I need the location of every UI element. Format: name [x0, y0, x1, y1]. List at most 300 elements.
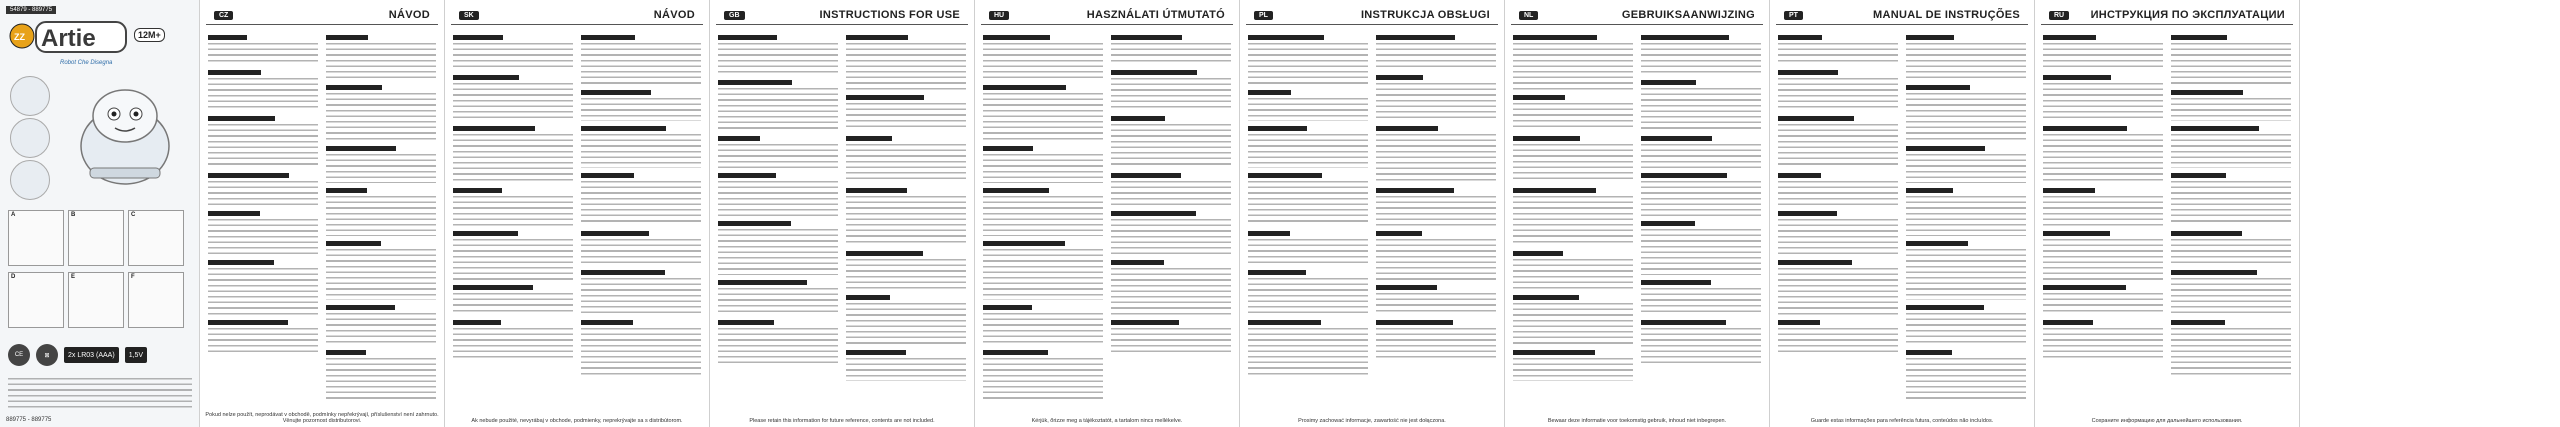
paragraph-text	[2171, 134, 2291, 168]
language-code-badge: NL	[1519, 11, 1538, 20]
section-heading-bar	[1906, 188, 1953, 193]
figure-d: D	[8, 272, 64, 328]
paragraph-text	[1376, 196, 1496, 226]
section-heading-bar	[2171, 90, 2243, 95]
section-heading-bar	[1778, 260, 1852, 265]
section-heading-bar	[1906, 241, 1968, 246]
section-heading-bar	[326, 35, 368, 40]
paragraph-text	[1906, 196, 2026, 236]
manufacturer-address	[8, 378, 192, 408]
paragraph-text	[208, 181, 318, 206]
paragraph-text	[1376, 83, 1496, 121]
paragraph-text	[2043, 83, 2163, 121]
paragraph-text	[326, 93, 436, 141]
paragraph-text	[846, 43, 966, 90]
section-heading-bar	[1641, 136, 1712, 141]
section-heading-bar	[581, 126, 666, 131]
paragraph-text	[581, 134, 701, 168]
section-heading-bar	[1641, 35, 1729, 40]
page-title: NÁVOD	[388, 9, 430, 21]
section-heading-bar	[983, 305, 1032, 310]
page-ru	[2035, 0, 2300, 427]
section-heading-bar	[1513, 350, 1595, 355]
page-header	[1511, 6, 1763, 25]
text-columns	[1248, 30, 1496, 411]
section-heading-bar	[1376, 75, 1423, 80]
cover-panel	[0, 0, 200, 427]
paragraph-text	[1778, 43, 1898, 65]
figure-f: F	[128, 272, 184, 328]
section-heading-bar	[208, 173, 289, 178]
section-heading-bar	[208, 70, 261, 75]
paragraph-text	[1906, 313, 2026, 345]
section-heading-bar	[453, 320, 501, 325]
paragraph-text	[208, 124, 318, 168]
paragraph-text	[983, 313, 1103, 345]
paragraph-text	[326, 154, 436, 183]
paragraph-text	[1376, 43, 1496, 70]
section-heading-bar	[846, 95, 924, 100]
paragraph-text	[1778, 78, 1898, 111]
text-columns	[453, 30, 701, 411]
text-column	[1111, 30, 1231, 411]
text-columns	[208, 30, 436, 411]
section-heading-bar	[453, 188, 502, 193]
page-footer-note: Guarde estas informações para referência futura, conteúdos não incluídos.	[1810, 418, 1994, 424]
paragraph-text	[581, 328, 701, 376]
paragraph-text	[1778, 268, 1898, 315]
paragraph-text	[1513, 358, 1633, 381]
figure-c: C	[128, 210, 184, 266]
text-columns	[718, 30, 966, 411]
section-heading-bar	[453, 75, 519, 80]
text-column	[453, 30, 573, 411]
section-heading-bar	[1906, 35, 1954, 40]
page-footer-note: Ak nebude použité, nevyrábaj v obchode, podmienky, neprekrývajte sa s distribútorom.	[471, 418, 683, 424]
section-heading-bar	[983, 188, 1049, 193]
paragraph-text	[1778, 124, 1898, 168]
paragraph-text	[2043, 134, 2163, 183]
section-heading-bar	[2043, 231, 2110, 236]
paragraph-text	[453, 43, 573, 70]
text-column	[326, 30, 436, 411]
paragraph-text	[581, 181, 701, 226]
paragraph-text	[1513, 259, 1633, 290]
section-heading-bar	[1248, 90, 1291, 95]
detail-thumb-2	[10, 118, 50, 158]
paragraph-text	[983, 196, 1103, 236]
section-heading-bar	[2043, 75, 2111, 80]
paragraph-text	[1111, 268, 1231, 315]
paragraph-text	[326, 313, 436, 345]
section-heading-bar	[846, 295, 890, 300]
paragraph-text	[2043, 196, 2163, 226]
paragraph-text	[1641, 181, 1761, 216]
text-column	[1248, 30, 1368, 411]
page-footer-note: Pokud nelze použít, neprodávat v obchodě, podmínky nepřekrývají, příslušenství není zahrnuto. Věnujte pozornost distributorovi.	[205, 412, 439, 424]
product-illustrations	[8, 72, 192, 202]
section-heading-bar	[326, 146, 396, 151]
section-heading-bar	[581, 270, 665, 275]
paragraph-text	[1778, 328, 1898, 356]
section-heading-bar	[208, 260, 274, 265]
section-heading-bar	[1376, 320, 1453, 325]
page-footer-note: Please retain this information for future reference, contents are not included.	[749, 418, 935, 424]
text-column	[2043, 30, 2163, 411]
page-pt	[1770, 0, 2035, 427]
paragraph-text	[326, 358, 436, 401]
paragraph-text	[983, 358, 1103, 401]
section-heading-bar	[1513, 35, 1597, 40]
text-column	[1513, 30, 1633, 411]
paragraph-text	[2171, 98, 2291, 121]
language-code-badge: PT	[1784, 11, 1803, 20]
paragraph-text	[1513, 303, 1633, 345]
text-column	[581, 30, 701, 411]
paragraph-text	[1248, 43, 1368, 85]
section-heading-bar	[1376, 231, 1422, 236]
language-pages	[200, 0, 2300, 427]
section-heading-bar	[718, 320, 774, 325]
section-heading-bar	[1248, 270, 1306, 275]
paragraph-text	[1513, 103, 1633, 131]
paragraph-text	[983, 249, 1103, 300]
section-heading-bar	[2171, 320, 2225, 325]
text-columns	[2043, 30, 2291, 411]
page-footer-note: Prosimy zachować informacje, zawartość nie jest dołączona.	[1298, 418, 1446, 424]
paragraph-text	[1248, 134, 1368, 168]
paragraph-text	[453, 134, 573, 183]
paragraph-text	[453, 196, 573, 226]
paragraph-text	[2043, 328, 2163, 361]
paragraph-text	[208, 43, 318, 65]
paragraph-text	[1248, 181, 1368, 226]
svg-text:ZZ: ZZ	[14, 32, 25, 42]
paragraph-text	[453, 83, 573, 121]
section-heading-bar	[1641, 80, 1696, 85]
text-columns	[983, 30, 1231, 411]
paragraph-text	[1248, 98, 1368, 121]
section-heading-bar	[453, 231, 518, 236]
paragraph-text	[1906, 358, 2026, 401]
text-column	[1641, 30, 1761, 411]
section-heading-bar	[846, 35, 908, 40]
paragraph-text	[1906, 43, 2026, 80]
paragraph-text	[208, 268, 318, 315]
section-heading-bar	[846, 350, 906, 355]
section-heading-bar	[1778, 320, 1820, 325]
paragraph-text	[1641, 88, 1761, 131]
section-heading-bar	[581, 90, 651, 95]
language-code-badge: CZ	[214, 11, 233, 20]
section-heading-bar	[1513, 136, 1580, 141]
section-heading-bar	[718, 136, 760, 141]
paragraph-text	[1376, 328, 1496, 361]
paragraph-text	[1376, 134, 1496, 183]
page-cz	[200, 0, 445, 427]
page-header	[1776, 6, 2028, 25]
paragraph-text	[718, 88, 838, 131]
section-heading-bar	[718, 280, 807, 285]
detail-thumb-1	[10, 76, 50, 116]
battery-type-label: 2x LR03 (AAA)	[64, 347, 119, 363]
section-heading-bar	[1641, 173, 1727, 178]
section-heading-bar	[453, 285, 533, 290]
section-heading-bar	[983, 85, 1066, 90]
section-heading-bar	[1111, 116, 1165, 121]
paragraph-text	[453, 328, 573, 361]
paragraph-text	[1111, 43, 1231, 65]
section-heading-bar	[581, 320, 633, 325]
page-footer-note: Bewaar deze informatie voor toekomstig gebruik, inhoud niet inbegrepen.	[1547, 418, 1727, 424]
section-heading-bar	[1376, 188, 1454, 193]
section-heading-bar	[2171, 231, 2242, 236]
artie-logo	[8, 18, 128, 58]
section-heading-bar	[208, 211, 260, 216]
section-heading-bar	[2043, 285, 2126, 290]
brand-name: Artie	[41, 25, 96, 52]
paragraph-text	[581, 43, 701, 85]
paragraph-text	[1641, 43, 1761, 75]
section-heading-bar	[453, 126, 535, 131]
paragraph-text	[983, 43, 1103, 80]
language-code-badge: RU	[2049, 11, 2069, 20]
text-column	[718, 30, 838, 411]
section-heading-bar	[1111, 35, 1182, 40]
language-code-badge: SK	[459, 11, 479, 20]
paragraph-text	[1111, 181, 1231, 206]
section-heading-bar	[1906, 350, 1952, 355]
paragraph-text	[983, 154, 1103, 183]
section-heading-bar	[581, 173, 634, 178]
section-heading-bar	[1376, 285, 1437, 290]
paragraph-text	[326, 249, 436, 300]
section-heading-bar	[718, 80, 792, 85]
ce-mark-icon: CE	[8, 344, 30, 366]
page-gb	[710, 0, 975, 427]
section-heading-bar	[1778, 173, 1821, 178]
page-title: INSTRUKCJA OBSŁUGI	[1360, 9, 1490, 21]
paragraph-text	[1778, 181, 1898, 206]
section-heading-bar	[2043, 126, 2127, 131]
page-header	[2041, 6, 2293, 25]
section-heading-bar	[718, 221, 791, 226]
section-heading-bar	[983, 350, 1048, 355]
paragraph-text	[846, 303, 966, 345]
section-heading-bar	[1111, 320, 1179, 325]
paragraph-text	[581, 239, 701, 265]
paragraph-text	[1248, 278, 1368, 315]
page-pl	[1240, 0, 1505, 427]
paragraph-text	[1641, 229, 1761, 275]
section-heading-bar	[1111, 173, 1181, 178]
paragraph-text	[1641, 144, 1761, 168]
page-header	[1246, 6, 1498, 25]
paragraph-text	[208, 78, 318, 111]
section-heading-bar	[983, 146, 1033, 151]
section-heading-bar	[1641, 280, 1711, 285]
section-heading-bar	[1513, 295, 1579, 300]
compliance-logos	[8, 335, 192, 375]
paragraph-text	[846, 358, 966, 381]
paragraph-text	[983, 93, 1103, 141]
paragraph-text	[846, 144, 966, 183]
paragraph-text	[1248, 239, 1368, 265]
section-heading-bar	[983, 241, 1065, 246]
figure-a: A	[8, 210, 64, 266]
page-title: GEBRUIKSAANWIJZING	[1621, 9, 1755, 21]
paragraph-text	[1906, 154, 2026, 183]
page-title: MANUAL DE INSTRUÇÕES	[1873, 9, 2020, 21]
paragraph-text	[208, 328, 318, 356]
text-columns	[1513, 30, 1761, 411]
section-heading-bar	[846, 251, 923, 256]
paragraph-text	[1376, 239, 1496, 280]
section-heading-bar	[1641, 320, 1726, 325]
paragraph-text	[453, 239, 573, 280]
section-heading-bar	[1248, 126, 1307, 131]
paragraph-text	[2043, 239, 2163, 280]
section-heading-bar	[718, 173, 776, 178]
paragraph-text	[2043, 43, 2163, 70]
robot-illustration	[70, 76, 180, 192]
paragraph-text	[1906, 93, 2026, 141]
section-heading-bar	[1513, 188, 1596, 193]
section-heading-bar	[2171, 270, 2257, 275]
paragraph-text	[1513, 144, 1633, 183]
detail-thumb-3	[10, 160, 50, 200]
section-heading-bar	[453, 35, 503, 40]
language-code-badge: HU	[989, 11, 1009, 20]
section-heading-bar	[2043, 320, 2093, 325]
section-heading-bar	[1248, 320, 1321, 325]
section-heading-bar	[326, 188, 367, 193]
section-heading-bar	[208, 116, 275, 121]
page-hu	[975, 0, 1240, 427]
text-column	[2171, 30, 2291, 411]
page-footer-note: Kérjük, őrizze meg a tájékoztatót, a tartalom nincs mellékelve.	[1031, 418, 1183, 424]
page-title: HASZNÁLATI ÚTMUTATÓ	[1086, 9, 1225, 21]
paragraph-text	[1513, 196, 1633, 246]
section-heading-bar	[1778, 35, 1822, 40]
weee-bin-icon: ⊠	[36, 344, 58, 366]
figure-e: E	[68, 272, 124, 328]
text-columns	[1778, 30, 2026, 411]
paragraph-text	[1641, 288, 1761, 315]
text-column	[1778, 30, 1898, 411]
section-heading-bar	[208, 35, 247, 40]
section-heading-bar	[581, 231, 649, 236]
section-heading-bar	[983, 35, 1050, 40]
paragraph-text	[2171, 278, 2291, 315]
bottom-code: 889775 - 889775	[6, 417, 52, 423]
paragraph-text	[1111, 78, 1231, 111]
section-heading-bar	[718, 35, 777, 40]
product-code-label: 54879 - 889775	[6, 6, 56, 14]
paragraph-text	[1111, 328, 1231, 356]
page-title: ИНСТРУКЦИЯ ПО ЭКСПЛУАТАЦИИ	[2090, 9, 2285, 21]
section-heading-bar	[846, 136, 892, 141]
paragraph-text	[2171, 43, 2291, 85]
section-heading-bar	[581, 35, 635, 40]
page-title: NÁVOD	[653, 9, 695, 21]
section-heading-bar	[1513, 251, 1563, 256]
text-column	[846, 30, 966, 411]
paragraph-text	[1778, 219, 1898, 255]
paragraph-text	[718, 288, 838, 315]
page-nl	[1505, 0, 1770, 427]
paragraph-text	[1641, 328, 1761, 366]
section-heading-bar	[1111, 70, 1197, 75]
paragraph-text	[581, 98, 701, 121]
paragraph-text	[2171, 328, 2291, 376]
paragraph-text	[1906, 249, 2026, 300]
section-heading-bar	[1248, 35, 1324, 40]
paragraph-text	[846, 196, 966, 246]
text-column	[1376, 30, 1496, 411]
page-header	[981, 6, 1233, 25]
section-heading-bar	[326, 350, 366, 355]
section-heading-bar	[2171, 35, 2227, 40]
text-column	[208, 30, 318, 411]
page-footer-note: Сохраните информацию для дальнейшего использования.	[2091, 418, 2243, 424]
paragraph-text	[326, 196, 436, 236]
age-badge: 12M+	[134, 28, 165, 42]
section-heading-bar	[846, 188, 907, 193]
section-heading-bar	[1906, 85, 1970, 90]
language-code-badge: PL	[1254, 11, 1273, 20]
paragraph-text	[1248, 328, 1368, 376]
paragraph-text	[326, 43, 436, 80]
section-heading-bar	[2171, 126, 2259, 131]
section-heading-bar	[1778, 116, 1854, 121]
paragraph-text	[2043, 293, 2163, 315]
paragraph-text	[1513, 43, 1633, 90]
section-heading-bar	[1513, 95, 1565, 100]
page-title: INSTRUCTIONS FOR USE	[819, 9, 960, 21]
paragraph-text	[846, 259, 966, 290]
section-heading-bar	[1248, 173, 1322, 178]
figure-b: B	[68, 210, 124, 266]
page-header	[716, 6, 968, 25]
section-heading-bar	[2043, 35, 2096, 40]
paragraph-text	[718, 144, 838, 168]
section-heading-bar	[1111, 211, 1196, 216]
section-heading-bar	[1906, 305, 1984, 310]
section-heading-bar	[1778, 70, 1838, 75]
paragraph-text	[846, 103, 966, 131]
section-heading-bar	[1376, 35, 1455, 40]
voltage-label: 1,5V	[125, 347, 147, 363]
section-heading-bar	[1248, 231, 1290, 236]
paragraph-text	[2171, 181, 2291, 226]
section-heading-bar	[208, 320, 288, 325]
paragraph-text	[2171, 239, 2291, 265]
section-heading-bar	[1778, 211, 1837, 216]
paragraph-text	[208, 219, 318, 255]
section-heading-bar	[326, 241, 381, 246]
page-sk	[445, 0, 710, 427]
paragraph-text	[718, 328, 838, 366]
section-heading-bar	[326, 85, 382, 90]
paragraph-text	[718, 43, 838, 75]
section-heading-bar	[1641, 221, 1695, 226]
paragraph-text	[1111, 219, 1231, 255]
paragraph-text	[1376, 293, 1496, 315]
tagline: Robot Che Disegna	[60, 60, 113, 66]
paragraph-text	[581, 278, 701, 315]
paragraph-text	[718, 229, 838, 275]
